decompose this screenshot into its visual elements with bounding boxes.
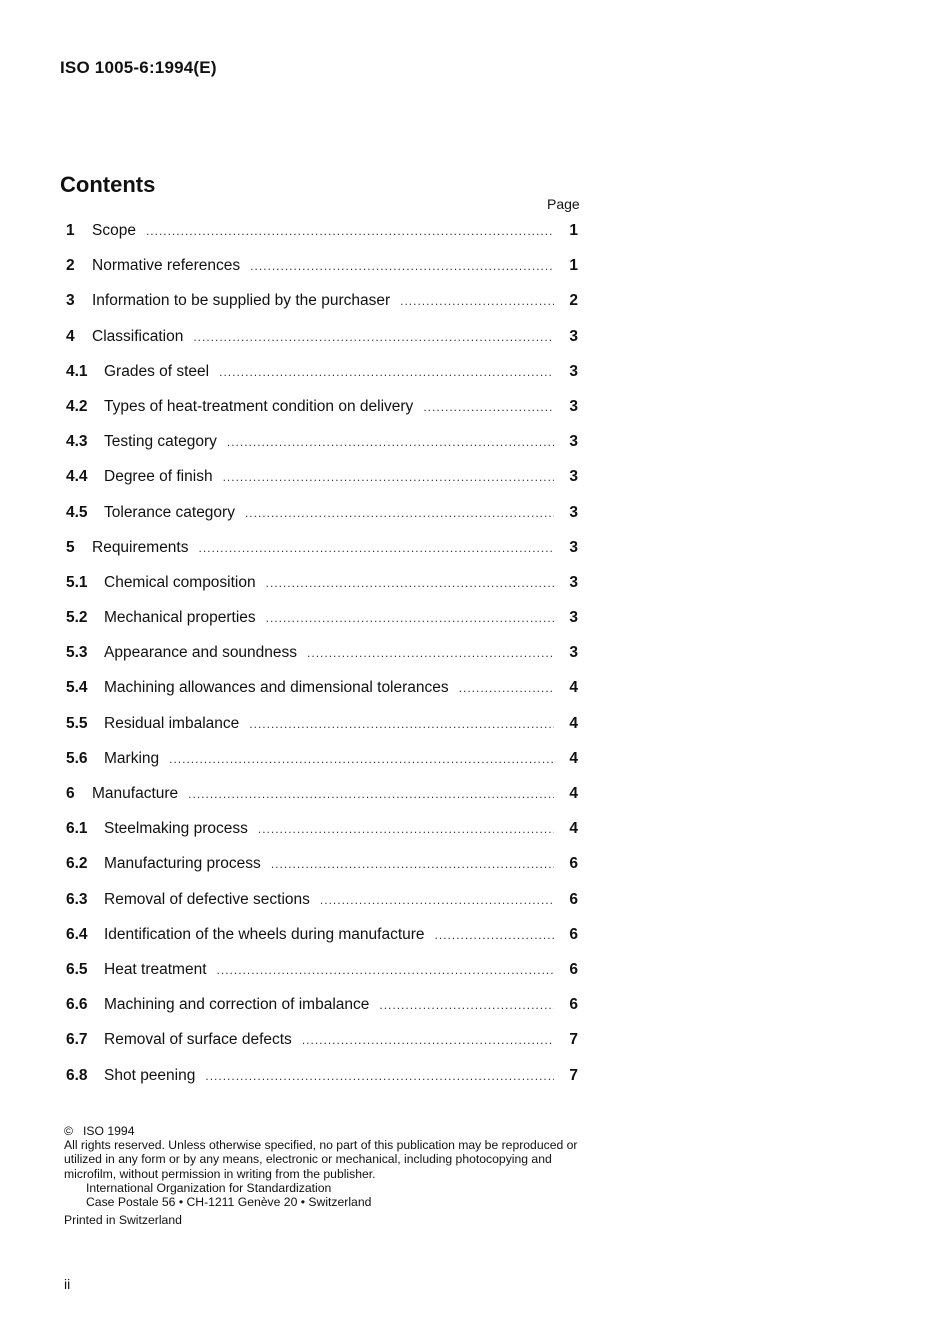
toc-entry [66, 539, 578, 574]
toc-entry-page: 3 [569, 503, 578, 521]
toc-entry [66, 328, 578, 363]
toc-entry-page: 6 [569, 855, 578, 873]
toc-leader-dots [423, 400, 554, 414]
toc-entry-page: 3 [569, 538, 578, 556]
toc-entry-page: 6 [569, 925, 578, 943]
toc-entry [66, 1031, 578, 1066]
copyright-symbol: © [64, 1124, 73, 1138]
toc-entry-title: Classification [92, 327, 184, 345]
toc-entry-number: 3 [66, 292, 75, 310]
toc-entry [66, 504, 578, 539]
toc-entry-number: 6.2 [66, 855, 88, 873]
toc-entry-title: Scope [92, 222, 136, 239]
toc-entry [66, 644, 578, 679]
toc-entry [66, 996, 578, 1031]
toc-leader-dots [379, 998, 554, 1012]
toc-entry-page: 4 [569, 820, 578, 838]
toc-entry-number: 4.2 [66, 397, 88, 415]
toc-entry [66, 292, 578, 327]
table-of-contents [66, 222, 578, 1102]
toc-entry [66, 891, 578, 926]
toc-entry [66, 679, 578, 714]
toc-entry-page: 3 [569, 327, 578, 345]
toc-entry-page: 4 [569, 714, 578, 732]
toc-entry-title: Manufacturing process [104, 855, 261, 873]
toc-entry-page: 3 [569, 609, 578, 627]
toc-entry [66, 750, 578, 785]
toc-leader-dots [258, 822, 554, 836]
toc-leader-dots [205, 1069, 554, 1083]
toc-entry-number: 6.7 [66, 1031, 88, 1049]
toc-entry-number: 6.4 [66, 925, 88, 943]
toc-entry-number: 6.8 [66, 1066, 88, 1084]
toc-leader-dots [193, 330, 554, 344]
toc-entry [66, 785, 578, 820]
toc-leader-dots [271, 857, 554, 871]
toc-entry-page: 3 [569, 397, 578, 415]
toc-leader-dots [250, 259, 554, 273]
toc-entry-page: 7 [569, 1031, 578, 1049]
printed-in: Printed in Switzerland [64, 1213, 182, 1228]
toc-entry-title: Identification of the wheels during manufacture [104, 925, 425, 943]
toc-leader-dots [188, 787, 554, 801]
toc-entry [66, 820, 578, 855]
page-column-label: Page [547, 196, 580, 212]
toc-entry-page: 3 [569, 573, 578, 591]
toc-entry-page: 3 [569, 644, 578, 662]
toc-entry-title: Removal of surface defects [104, 1031, 292, 1049]
toc-entry [66, 961, 578, 996]
toc-entry-page: 2 [569, 292, 578, 310]
toc-entry [66, 468, 578, 503]
toc-entry-title: Degree of finish [104, 468, 213, 486]
toc-entry [66, 398, 578, 433]
toc-entry [66, 257, 578, 292]
toc-entry-title: Types of heat-treatment condition on delivery [104, 397, 414, 415]
toc-leader-dots [400, 294, 554, 308]
toc-entry-title: Residual imbalance [104, 714, 240, 732]
toc-entry [66, 855, 578, 890]
organization-address: Case Postale 56 • CH-1211 Genève 20 • Switzerland [86, 1195, 372, 1210]
toc-leader-dots [169, 752, 554, 766]
toc-entry-page: 6 [569, 996, 578, 1014]
toc-entry [66, 609, 578, 644]
toc-leader-dots [219, 365, 554, 379]
toc-entry-number: 5.3 [66, 644, 88, 662]
toc-entry-number: 5.5 [66, 714, 88, 732]
toc-entry-number: 4.5 [66, 503, 88, 521]
toc-entry-title: Steelmaking process [104, 820, 248, 838]
page-number: ii [64, 1276, 71, 1292]
toc-entry-page: 4 [569, 785, 578, 802]
copyright-year-line: ISO 1994 [82, 1124, 135, 1138]
toc-entry-number: 6 [66, 785, 75, 802]
toc-entry-number: 4 [66, 327, 75, 345]
toc-entry [66, 1067, 578, 1102]
toc-entry-number: 5.2 [66, 609, 88, 627]
toc-entry-title: Chemical composition [104, 573, 256, 591]
contents-heading: Contents [60, 172, 156, 197]
toc-entry-number: 5.1 [66, 573, 88, 591]
toc-entry-page: 3 [569, 433, 578, 451]
toc-entry-number: 4.3 [66, 433, 88, 451]
toc-entry-title: Machining and correction of imbalance [104, 996, 370, 1014]
toc-entry-page: 3 [569, 468, 578, 486]
toc-entry-title: Appearance and soundness [104, 644, 298, 662]
toc-entry-title: Normative references [92, 257, 241, 275]
toc-leader-dots [245, 506, 554, 520]
toc-leader-dots [459, 681, 554, 695]
toc-entry-page: 1 [569, 222, 578, 239]
toc-entry-title: Testing category [104, 433, 217, 451]
toc-entry-number: 6.6 [66, 996, 88, 1014]
toc-entry-title: Mechanical properties [104, 609, 256, 627]
toc-entry [66, 433, 578, 468]
toc-entry-number: 6.3 [66, 890, 88, 908]
copyright-notice [64, 1124, 594, 1227]
toc-leader-dots [227, 435, 554, 449]
toc-entry-number: 6.1 [66, 820, 88, 838]
toc-entry-title: Machining allowances and dimensional tolerances [104, 679, 449, 697]
toc-entry-page: 6 [569, 890, 578, 908]
toc-entry-page: 3 [569, 362, 578, 380]
toc-leader-dots [266, 576, 554, 590]
toc-entry-title: Grades of steel [104, 362, 210, 380]
toc-entry-title: Requirements [92, 538, 189, 556]
toc-entry-number: 6.5 [66, 960, 88, 978]
toc-entry-number: 2 [66, 257, 75, 275]
toc-entry [66, 715, 578, 750]
toc-entry-page: 7 [569, 1066, 578, 1084]
toc-leader-dots [217, 963, 554, 977]
toc-leader-dots [435, 928, 554, 942]
toc-leader-dots [249, 717, 554, 731]
toc-leader-dots [146, 224, 554, 238]
toc-entry-page: 1 [569, 257, 578, 275]
toc-entry-page: 4 [569, 749, 578, 767]
toc-entry-title: Marking [104, 749, 160, 767]
organization-name: International Organization for Standardization [86, 1180, 332, 1195]
toc-entry-number: 4.1 [66, 362, 88, 380]
toc-entry [66, 574, 578, 609]
toc-entry-title: Shot peening [104, 1066, 196, 1084]
toc-entry-page: 6 [569, 960, 578, 978]
toc-entry [66, 926, 578, 961]
toc-entry-number: 4.4 [66, 468, 88, 486]
toc-entry [66, 363, 578, 398]
toc-entry-number: 5 [66, 538, 75, 556]
toc-leader-dots [307, 646, 554, 660]
toc-leader-dots [266, 611, 554, 625]
toc-leader-dots [223, 470, 554, 484]
toc-leader-dots [199, 541, 555, 555]
toc-entry-title: Information to be supplied by the purchaser [92, 292, 391, 310]
document-id: ISO 1005-6:1994(E) [60, 58, 217, 77]
toc-entry-number: 5.6 [66, 749, 88, 767]
toc-entry-title: Tolerance category [104, 503, 235, 521]
toc-entry-number: 1 [66, 222, 75, 239]
toc-entry-title: Heat treatment [104, 960, 207, 978]
rights-statement: All rights reserved. Unless otherwise specified, no part of this publication may be reproduced or utilized in any form or by any means, electronic or mechanical, including photocopying and microfilm, without permission in writing from the publisher. [64, 1138, 578, 1181]
toc-entry [66, 222, 578, 257]
toc-leader-dots [302, 1033, 554, 1047]
toc-entry-number: 5.4 [66, 679, 88, 697]
toc-leader-dots [320, 893, 554, 907]
toc-entry-title: Removal of defective sections [104, 890, 310, 908]
toc-entry-title: Manufacture [92, 785, 179, 802]
toc-entry-page: 4 [569, 679, 578, 697]
